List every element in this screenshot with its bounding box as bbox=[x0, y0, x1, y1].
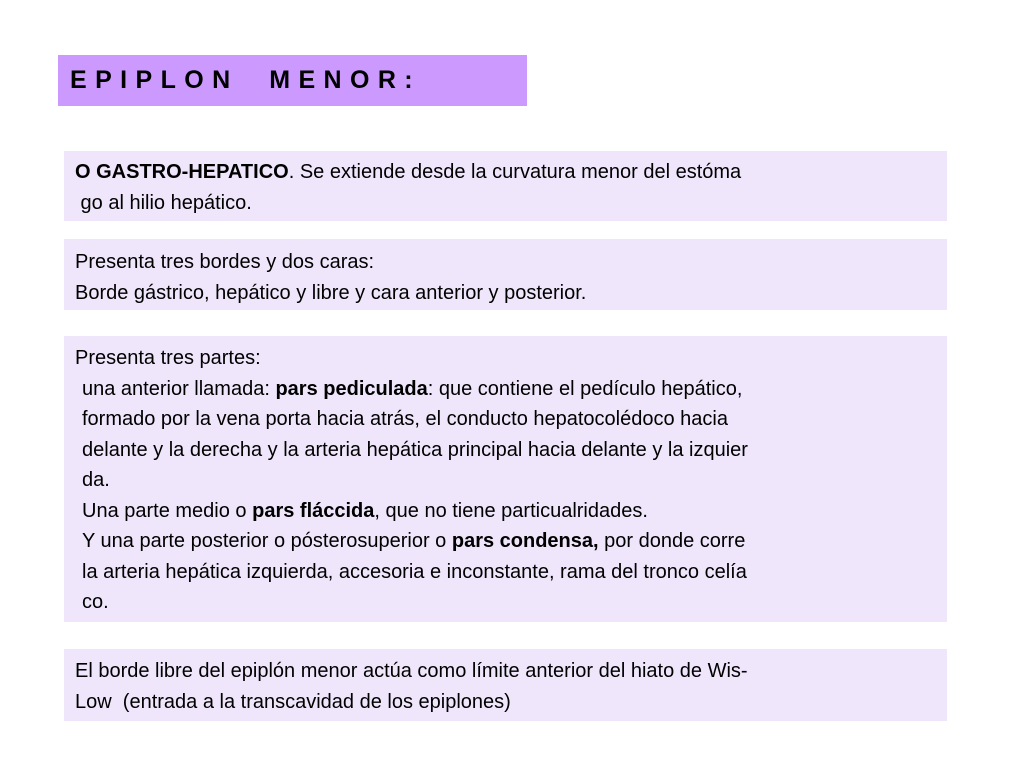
box3-line-8: la arteria hepática izquierda, accesoria e inconstante, rama del tronco celía bbox=[82, 560, 747, 583]
box3-line-9: co. bbox=[82, 591, 109, 613]
box2-line-1: Presenta tres bordes y dos caras: bbox=[75, 251, 375, 273]
pars-pediculada-term: pars pediculada bbox=[275, 377, 428, 400]
borders-box bbox=[64, 239, 947, 310]
box1-line-1 bbox=[75, 157, 937, 188]
box3-line-3: formado por la vena porta hacia atrás, el conducto hepatocolédoco hacia bbox=[82, 408, 728, 430]
pars-condensa-term: pars condensa, bbox=[451, 530, 599, 552]
box3-line-7-pre: Y una parte posterior o pósterosuperior o bbox=[82, 530, 452, 552]
slide-title: EPIPLON MENOR: bbox=[70, 66, 422, 94]
box3-line-2 bbox=[75, 374, 937, 405]
box1-line-1-text: . Se extiende desde la curvatura menor del estóma bbox=[288, 161, 742, 183]
parts-box bbox=[64, 336, 947, 622]
box3-line-5: da. bbox=[82, 469, 110, 491]
box4-line-1: El borde libre del epiplón menor actúa como límite anterior del hiato de Wis- bbox=[75, 660, 748, 682]
gastro-hepatic-box bbox=[64, 151, 947, 221]
title-box bbox=[58, 55, 527, 106]
free-border-box bbox=[64, 649, 947, 721]
box3-line-2-post: : que contiene el pedículo hepático, bbox=[427, 377, 743, 400]
pars-flaccida-term: pars fláccida bbox=[252, 499, 375, 522]
box3-line-6-post: , que no tiene particualridades. bbox=[374, 499, 648, 522]
bold-term: O GASTRO-HEPATICO bbox=[75, 161, 289, 183]
box1-line-2: go al hilio hepático. bbox=[75, 191, 252, 214]
box4-line-2: Low (entrada a la transcavidad de los epiplones) bbox=[75, 690, 511, 713]
box3-line-6 bbox=[75, 496, 937, 527]
box3-line-2-pre: una anterior llamada: bbox=[82, 377, 276, 400]
box3-line-4: delante y la derecha y la arteria hepática principal hacia delante y la izquier bbox=[82, 438, 748, 461]
box3-line-1: Presenta tres partes: bbox=[75, 347, 261, 369]
box2-line-2: Borde gástrico, hepático y libre y cara anterior y posterior. bbox=[75, 281, 587, 304]
box3-line-6-pre: Una parte medio o bbox=[82, 499, 253, 522]
box3-line-7 bbox=[75, 526, 937, 557]
box3-line-7-post: por donde corre bbox=[598, 530, 746, 552]
